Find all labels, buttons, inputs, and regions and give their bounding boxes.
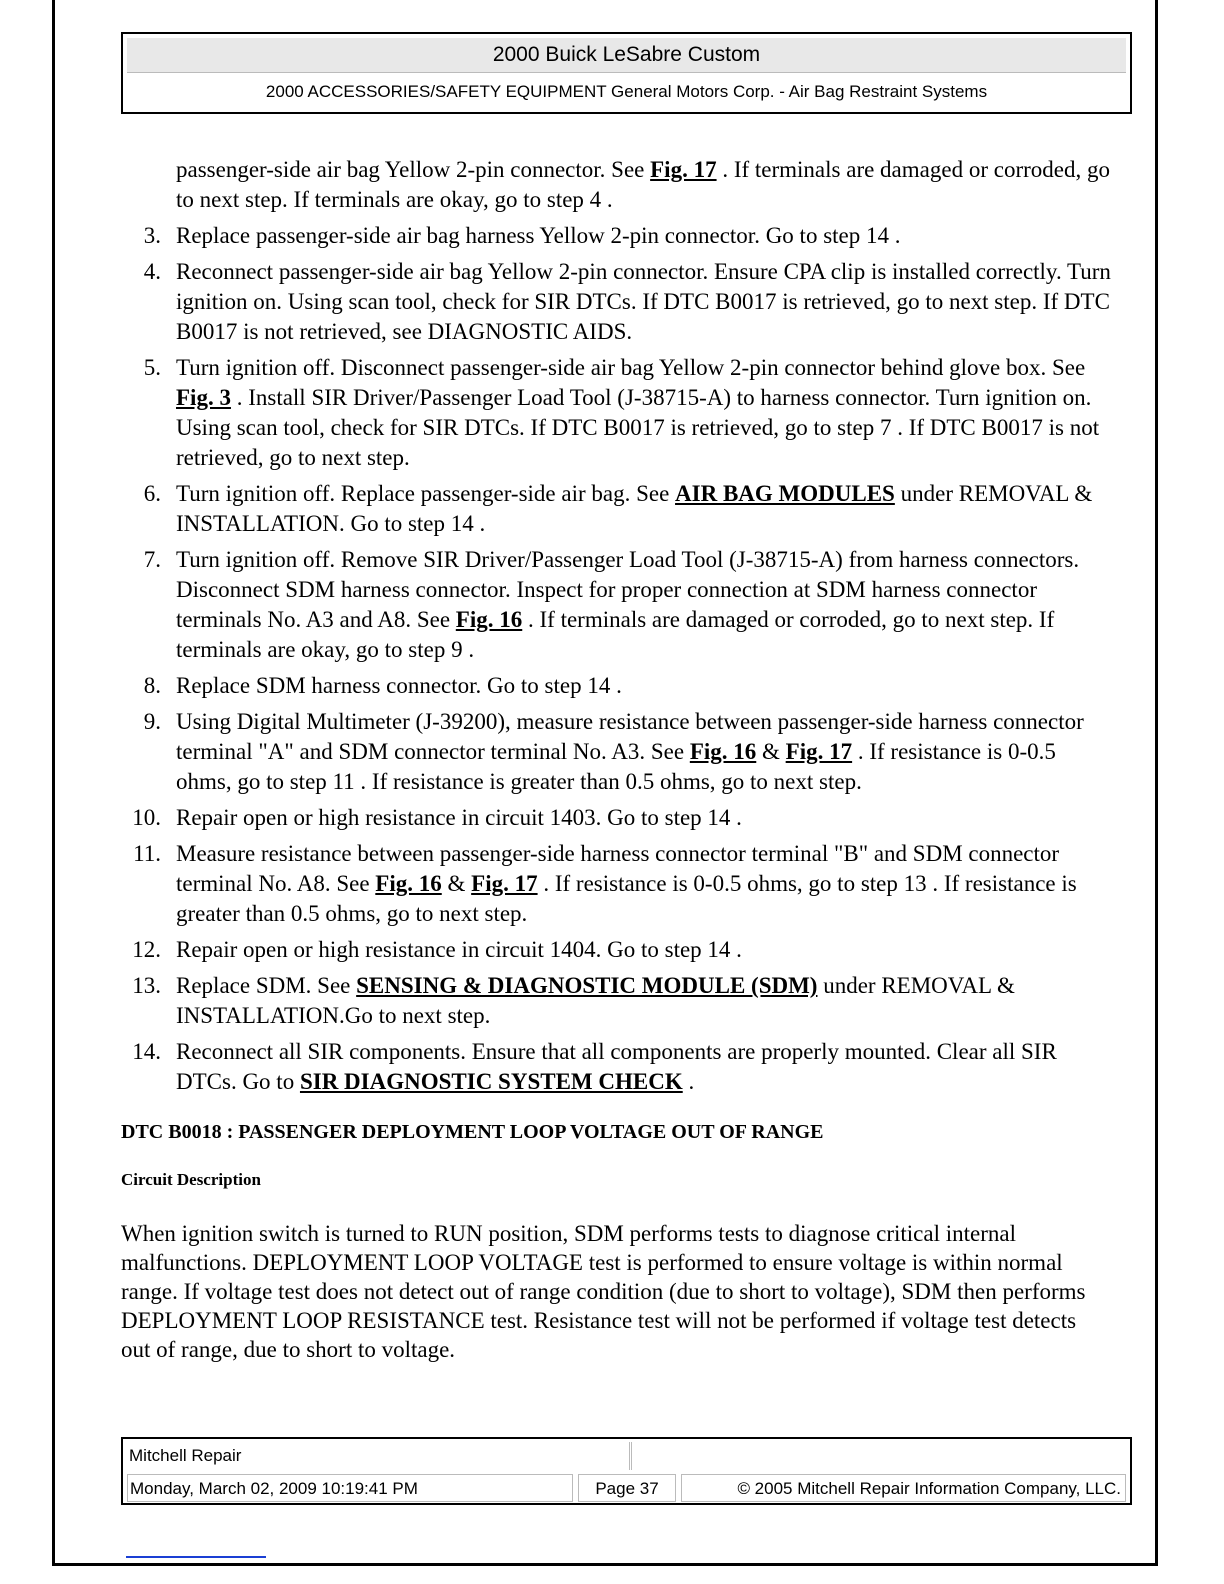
air-bag-modules-link[interactable]: AIR BAG MODULES [675, 481, 895, 506]
footer-page-number: Page 37 [578, 1474, 676, 1502]
bottom-divider [126, 1556, 266, 1558]
header-subtitle: 2000 ACCESSORIES/SAFETY EQUIPMENT General Motors Corp. - Air Bag Restraint Systems [265, 82, 988, 101]
step-14: 14. Reconnect all SIR components. Ensure that all components are properly mounted. Clear all SIR DTCs. Go to SIR DIAGNOSTIC SYSTEM CHECK . [132, 1039, 1057, 1094]
page-footer [121, 1437, 1132, 1505]
footer-copyright: © 2005 Mitchell Repair Information Company, LLC. [681, 1474, 1126, 1502]
step-7: 7. Turn ignition off. Remove SIR Driver/Passenger Load Tool (J-38715-A) from harness connectors. Disconnect SDM harness connector. Inspect for proper connection at SDM harness connector terminals No. A3 and A8. See Fig. 16 . If terminals are damaged or corroded, go to next step. If terminals are okay, go to step 9 . [143, 547, 1080, 662]
step-12: 12. Repair open or high resistance in circuit 1404. Go to step 14 . [132, 937, 742, 962]
fig-17-link[interactable]: Fig. 17 [785, 739, 853, 764]
circuit-description-heading: Circuit Description [121, 1170, 261, 1189]
step-8: 8. Replace SDM harness connector. Go to step 14 . [143, 673, 622, 698]
fig-16-link[interactable]: Fig. 16 [375, 871, 442, 896]
header-title: 2000 Buick LeSabre Custom [127, 38, 1126, 73]
step-5: 5. Turn ignition off. Disconnect passenger-side air bag Yellow 2-pin connector behind glove box. See Fig. 3 . Install SIR Driver/Passenger Load Tool (J-38715-A) to harness connector. Turn ignition on. Using scan tool, check for SIR DTCs. If DTC B0017 is retrieved, go to step 7 . If DTC B0017 is not retrieved, go to next step. [143, 355, 1100, 470]
circuit-description-text: When ignition switch is turned to RUN position, SDM performs tests to diagnose critical internal malfunctions. DEPLOYMENT LOOP VOLTAGE test is performed to ensure voltage is within normal range. If voltage test does not detect out of range condition (due to short to voltage), SDM then performs DEPLOYMENT LOOP RESISTANCE test. Resistance test will not be performed if voltage test detects out of range, due to short to voltage. [121, 1221, 1086, 1362]
diagnostic-steps [121, 221, 1111, 1097]
step-3: 3. Replace passenger-side air bag harness Yellow 2-pin connector. Go to step 14 . [143, 223, 901, 248]
step-11: 11. Measure resistance between passenger-side harness connector terminal "B" and SDM connector terminal No. A8. See Fig. 16 & Fig. 17 . If resistance is 0-0.5 ohms, go to step 13 . If resistance is greater than 0.5 ohms, go to next step. [133, 841, 1077, 926]
fig-17-link[interactable]: Fig. 17 [650, 157, 717, 182]
dtc-heading: DTC B0018 : PASSENGER DEPLOYMENT LOOP VOLTAGE OUT OF RANGE [121, 1121, 824, 1143]
fig-16-link[interactable]: Fig. 16 [455, 607, 523, 632]
sdm-link[interactable]: SENSING & DIAGNOSTIC MODULE (SDM) [356, 973, 818, 998]
footer-company: Mitchell Repair [127, 1442, 630, 1470]
step-13: 13. Replace SDM. See SENSING & DIAGNOSTIC MODULE (SDM) under REMOVAL & INSTALLATION.Go to next step. [132, 973, 1015, 1028]
fig-16-link[interactable]: Fig. 16 [689, 739, 757, 764]
fig-3-link[interactable]: Fig. 3 [176, 385, 231, 410]
continued-step-text: passenger-side air bag Yellow 2-pin connector. See Fig. 17 . If terminals are damaged or corroded, go to next step. If terminals are okay, go to step 4 . [176, 157, 1110, 212]
sir-diagnostic-check-link[interactable]: SIR DIAGNOSTIC SYSTEM CHECK [299, 1069, 683, 1094]
step-4: 4. Reconnect passenger-side air bag Yellow 2-pin connector. Ensure CPA clip is installed correctly. Turn ignition on. Using scan tool, check for SIR DTCs. If DTC B0017 is retrieved, go to next step. If DTC B0017 is not retrieved, see DIAGNOSTIC AIDS. [143, 259, 1111, 344]
fig-17-link[interactable]: Fig. 17 [471, 871, 538, 896]
step-9: 9. Using Digital Multimeter (J-39200), measure resistance between passenger-side harness connector terminal "A" and SDM connector terminal No. A3. See Fig. 16 & Fig. 17 . If resistance is 0-0.5 ohms, go to step 11 . If resistance is greater than 0.5 ohms, go to next step. [143, 709, 1084, 794]
footer-date: Monday, March 02, 2009 10:19:41 PM [127, 1474, 573, 1502]
step-6: 6. Turn ignition off. Replace passenger-side air bag. See AIR BAG MODULES under REMOVAL & INSTALLATION. Go to step 14 . [143, 481, 1093, 536]
page-header [121, 32, 1132, 114]
document-body [121, 155, 1111, 1364]
footer-blank-cell [631, 1442, 1126, 1470]
step-10: 10. Repair open or high resistance in circuit 1403. Go to step 14 . [132, 805, 742, 830]
